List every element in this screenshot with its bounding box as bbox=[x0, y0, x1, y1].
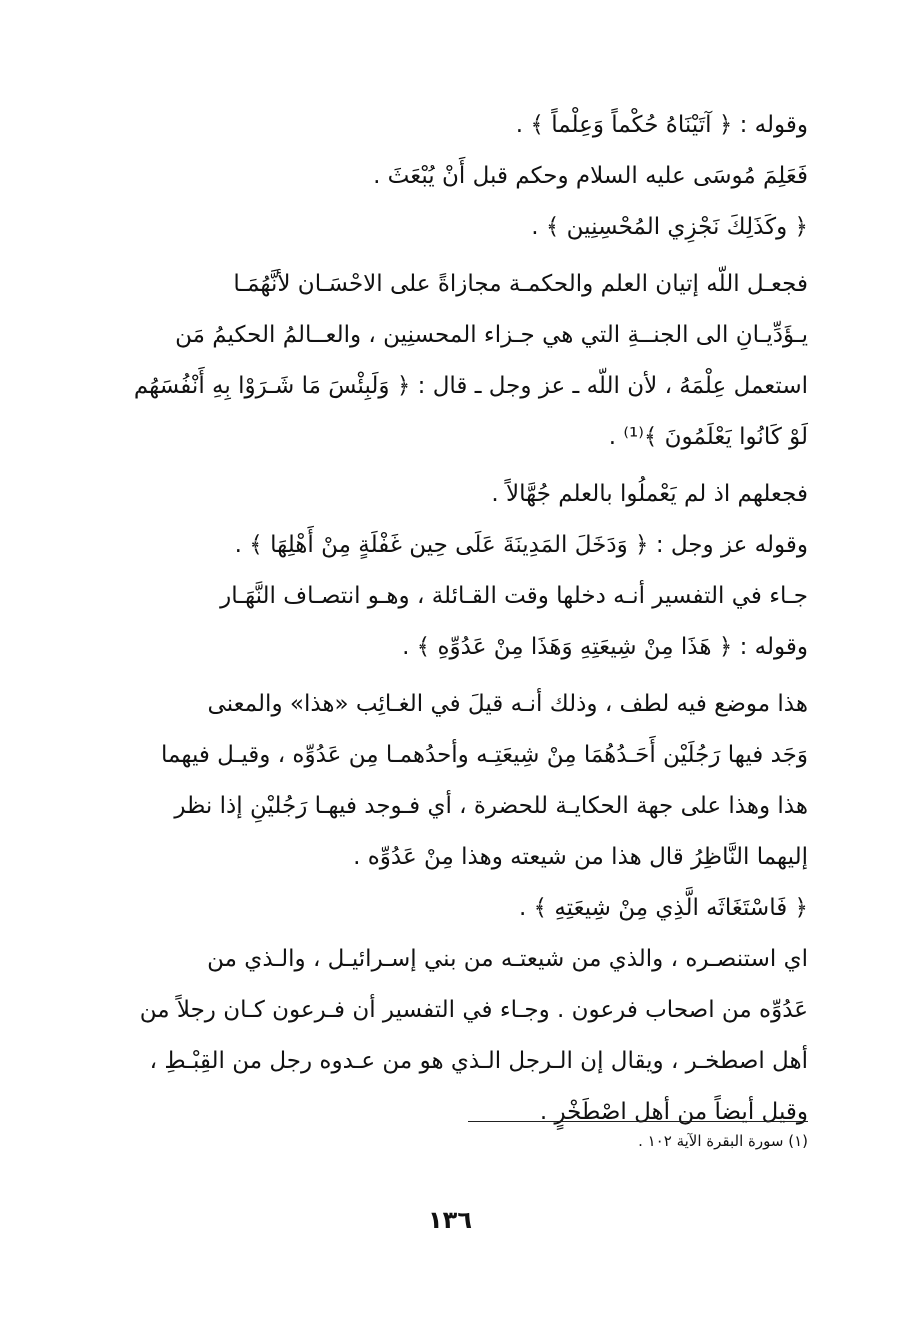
footnote-divider bbox=[468, 1121, 808, 1122]
text-line: إليهما النَّاظِرُ قال هذا من شيعته وهذا مِنْ عَدُوِّه . bbox=[353, 844, 808, 870]
text-line: وقوله : ﴿ آتَيْنَاهُ حُكْماً وَعِلْماً ﴾ . bbox=[515, 112, 808, 138]
text-line: عَدُوِّه من اصحاب فرعون . وجـاء في التفسير أن فـرعون كـان رجلاً من bbox=[139, 997, 808, 1023]
text-line: اي استنصـره ، والذي من شيعتـه من بني إسـرائيـل ، والـذي من bbox=[207, 946, 808, 972]
text-line: ﴿ فَاسْتَغَاثَه الَّذِي مِنْ شِيعَتِهِ ﴾ . bbox=[518, 895, 808, 921]
paragraph bbox=[100, 571, 808, 673]
text-line: فجعلهم اذ لم يَعْملُوا بالعلم جُهَّالاً . bbox=[491, 481, 808, 507]
paragraph bbox=[100, 100, 808, 151]
text-line: فَعَلِمَ مُوسَى عليه السلام وحكم قبل أَنْ يُبْعَثَ . bbox=[373, 163, 808, 189]
paragraph bbox=[100, 679, 808, 883]
text-line: وقيل أيضاً من أهل اصْطَخْرٍ . bbox=[539, 1099, 808, 1125]
text-line: وقوله عز وجل : ﴿ وَدَخَلَ المَدِينَةَ عَلَى حِين غَفْلَةٍ مِنْ أَهْلِهَا ﴾ . bbox=[234, 532, 808, 558]
text-line: فجعـل اللّه إتيان العلم والحكمـة مجازاةً على الاحْسَـان لأنَّهُمَـا bbox=[233, 271, 808, 297]
text-line: هذا موضع فيه لطف ، وذلك أنـه قيلَ في الغـائِب «هذا» والمعنى bbox=[207, 691, 808, 717]
paragraph bbox=[100, 934, 808, 1138]
text-line: استعمل عِلْمَهُ ، لأن اللّه ـ عز وجل ـ قال : ﴿ وَلَبِئْسَ مَا شَـرَوْا بِهِ أَنْفُسَهُم bbox=[133, 373, 808, 399]
text-line: يـؤَدِّيـانِ الى الجنــةِ التي هي جـزاء المحسنِين ، والعــالمُ الحكيمُ مَن bbox=[175, 322, 808, 348]
paragraph bbox=[100, 469, 808, 520]
text-line: وقوله : ﴿ هَذَا مِنْ شِيعَتِهِ وَهَذَا مِنْ عَدُوِّهِ ﴾ . bbox=[402, 634, 808, 660]
text-line: أهل اصطخـر ، ويقال إن الـرجل الـذي هو من عـدوه رجل من القِبْـطِ ، bbox=[149, 1048, 808, 1074]
text-line: وَجَد فيها رَجُلَيْن أَحَـدُهُمَا مِنْ شِيعَتِـه وأحدُهمـا مِن عَدُوِّه ، وقيـل فيهما bbox=[161, 742, 808, 768]
text-line: جـاء في التفسير أنـه دخلها وقت القـائلة ، وهـو انتصـاف النَّهَـار bbox=[220, 583, 808, 609]
paragraph bbox=[100, 520, 808, 571]
page-number: ١٣٦ bbox=[428, 1206, 472, 1234]
paragraph bbox=[100, 151, 808, 202]
text-line: ﴿ وكَذَلِكَ نَجْزِي المُحْسِنِين ﴾ . bbox=[531, 214, 808, 240]
paragraph bbox=[100, 883, 808, 934]
paragraph bbox=[100, 202, 808, 253]
footnote: (١) سورة البقرة الآية ١٠٢ . bbox=[638, 1132, 808, 1150]
paragraph bbox=[100, 259, 808, 463]
text-line: لَوْ كَانُوا يَعْلَمُونَ ﴾⁽¹⁾ . bbox=[608, 424, 808, 450]
text-line: هذا وهذا على جهة الحكايـة للحضرة ، أي فـوجد فيهـا رَجُليْنِ إذا نظر bbox=[174, 793, 808, 819]
body-text bbox=[100, 100, 808, 1138]
